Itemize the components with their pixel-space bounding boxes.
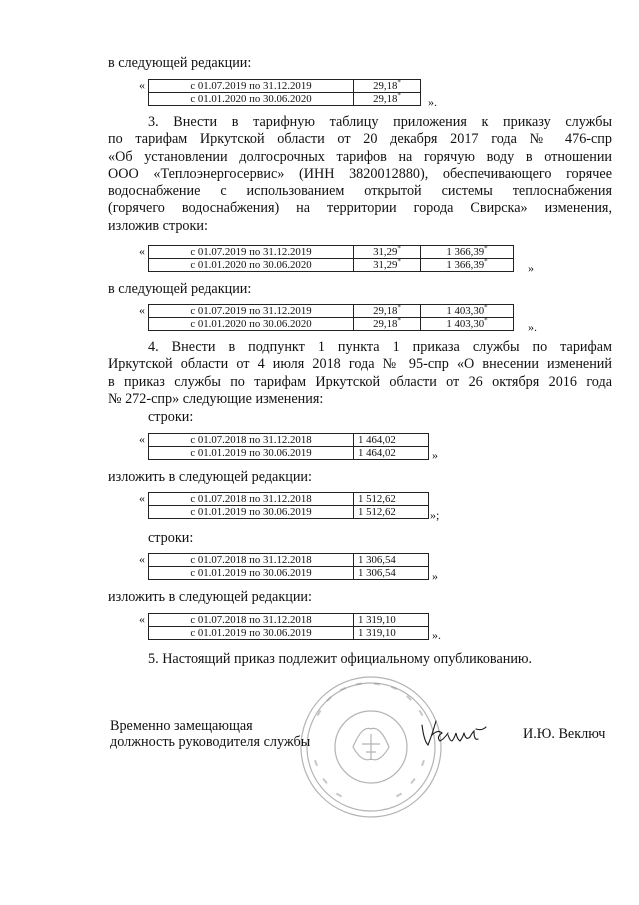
- value-cell: 29,18: [373, 318, 398, 330]
- value-cell: 1 403,30: [446, 318, 485, 330]
- period-cell: с 01.01.2019 по 30.06.2019: [149, 627, 354, 640]
- table-row: [149, 447, 429, 460]
- tariff-table-7: [148, 613, 429, 640]
- footnote-mark: *: [397, 244, 401, 253]
- paragraph-line: по тарифам Иркутской области от 20 декабря 2017 года № 476-спр: [108, 131, 612, 148]
- period-cell: с 01.07.2019 по 31.12.2019: [149, 246, 354, 259]
- value-cell: 1 306,54: [354, 554, 429, 567]
- value-cell: 1 319,10: [354, 614, 429, 627]
- table-row: [149, 80, 421, 93]
- set-label-1: изложить в следующей редакции:: [108, 469, 312, 485]
- paragraph-3: [108, 114, 612, 235]
- value-cell: 29,18: [373, 305, 398, 317]
- value-cell: 1 366,39: [446, 246, 485, 258]
- value-cell: 29,18: [373, 93, 398, 105]
- table-row: [149, 434, 429, 447]
- tariff-table-6: [148, 553, 429, 580]
- paragraph-line: 3. Внести в тарифную таблицу приложения к приказу службы: [148, 114, 612, 130]
- paragraph-line: Иркутской области от 4 июля 2018 года № 95-спр «О внесении изменений: [108, 356, 612, 373]
- signatory-position-line: должность руководителя службы: [110, 734, 311, 750]
- table-row: [149, 614, 429, 627]
- table-row: [149, 318, 514, 331]
- footnote-mark: *: [397, 91, 401, 100]
- open-quote: «: [139, 552, 145, 566]
- table-row: [149, 567, 429, 580]
- paragraph-line: (горячего водоснабжения) на территории города Свирска» изменения,: [108, 200, 612, 217]
- rows-label-1: строки:: [148, 409, 194, 425]
- close-quote: ».: [432, 628, 441, 642]
- paragraph-line: в приказ службы по тарифам Иркутской области от 26 октября 2016 года: [108, 373, 612, 390]
- table-row: [149, 627, 429, 640]
- table-row: [149, 493, 429, 506]
- paragraph-line: водоснабжение с использованием открытой системы теплоснабжения: [108, 183, 612, 200]
- period-cell: с 01.01.2020 по 30.06.2020: [149, 93, 354, 106]
- set-label-2: изложить в следующей редакции:: [108, 589, 312, 605]
- signatory-name: И.Ю. Веключ: [523, 726, 606, 742]
- value-cell: 31,29: [373, 246, 398, 258]
- redaction-label-1: в следующей редакции:: [108, 55, 252, 71]
- period-cell: с 01.01.2019 по 30.06.2019: [149, 447, 354, 460]
- period-cell: с 01.07.2019 по 31.12.2019: [149, 80, 354, 93]
- table-row: [149, 246, 514, 259]
- table-row: [149, 506, 429, 519]
- paragraph-line: № 272-спр» следующие изменения:: [108, 390, 324, 407]
- close-quote: ».: [428, 95, 437, 109]
- open-quote: «: [139, 432, 145, 446]
- paragraph-line: «Об установлении долгосрочных тарифов на горячую воду в отношении: [108, 148, 612, 165]
- open-quote: «: [139, 78, 145, 92]
- signatory-position-line: Временно замещающая: [110, 718, 253, 734]
- close-quote: ».: [528, 320, 537, 334]
- table-row: [149, 93, 421, 106]
- value-cell: 31,29: [373, 259, 398, 271]
- paragraph-line: 4. Внести в подпункт 1 пункта 1 приказа службы по тарифам: [148, 339, 612, 355]
- close-quote: »;: [430, 508, 440, 522]
- close-quote: »: [528, 261, 534, 275]
- close-quote: »: [432, 448, 438, 462]
- footnote-mark: *: [397, 78, 401, 87]
- value-cell: 1 319,10: [354, 627, 429, 640]
- signatory-position: [110, 718, 310, 750]
- footnote-mark: *: [484, 303, 488, 312]
- open-quote: «: [139, 491, 145, 505]
- value-cell: 1 464,02: [354, 434, 429, 447]
- footnote-mark: *: [484, 316, 488, 325]
- table-row: [149, 259, 514, 272]
- value-cell: 29,18: [373, 80, 398, 92]
- period-cell: с 01.01.2020 по 30.06.2020: [149, 318, 354, 331]
- tariff-table-3: [148, 304, 514, 331]
- open-quote: «: [139, 303, 145, 317]
- open-quote: «: [139, 612, 145, 626]
- period-cell: с 01.07.2018 по 31.12.2018: [149, 434, 354, 447]
- paragraph-5: 5. Настоящий приказ подлежит официальному опубликованию.: [148, 651, 533, 667]
- tariff-table-5: [148, 492, 429, 519]
- rows-label-2: строки:: [148, 530, 194, 546]
- footnote-mark: *: [484, 257, 488, 266]
- value-cell: 1 366,39: [446, 259, 485, 271]
- close-quote: »: [432, 569, 438, 583]
- paragraph-line: изложив строки:: [108, 217, 208, 234]
- period-cell: с 01.07.2019 по 31.12.2019: [149, 305, 354, 318]
- period-cell: с 01.07.2018 по 31.12.2018: [149, 493, 354, 506]
- handwritten-signature: [418, 715, 488, 755]
- paragraph-4: [108, 339, 612, 408]
- open-quote: «: [139, 244, 145, 258]
- period-cell: с 01.01.2019 по 30.06.2019: [149, 506, 354, 519]
- footnote-mark: *: [484, 244, 488, 253]
- footnote-mark: *: [397, 303, 401, 312]
- tariff-table-1: [148, 79, 421, 106]
- table-row: [149, 305, 514, 318]
- redaction-label-2: в следующей редакции:: [108, 281, 252, 297]
- tariff-table-2: [148, 245, 514, 272]
- value-cell: 1 306,54: [354, 567, 429, 580]
- footnote-mark: *: [397, 257, 401, 266]
- period-cell: с 01.07.2018 по 31.12.2018: [149, 554, 354, 567]
- period-cell: с 01.01.2019 по 30.06.2019: [149, 567, 354, 580]
- value-cell: 1 512,62: [354, 493, 429, 506]
- value-cell: 1 464,02: [354, 447, 429, 460]
- paragraph-line: ООО «Теплоэнергосервис» (ИНН 3820012880), обеспечивающего горячее: [108, 165, 612, 182]
- footnote-mark: *: [397, 316, 401, 325]
- value-cell: 1 512,62: [354, 506, 429, 519]
- tariff-table-4: [148, 433, 429, 460]
- period-cell: с 01.01.2020 по 30.06.2020: [149, 259, 354, 272]
- table-row: [149, 554, 429, 567]
- value-cell: 1 403,30: [446, 305, 485, 317]
- period-cell: с 01.07.2018 по 31.12.2018: [149, 614, 354, 627]
